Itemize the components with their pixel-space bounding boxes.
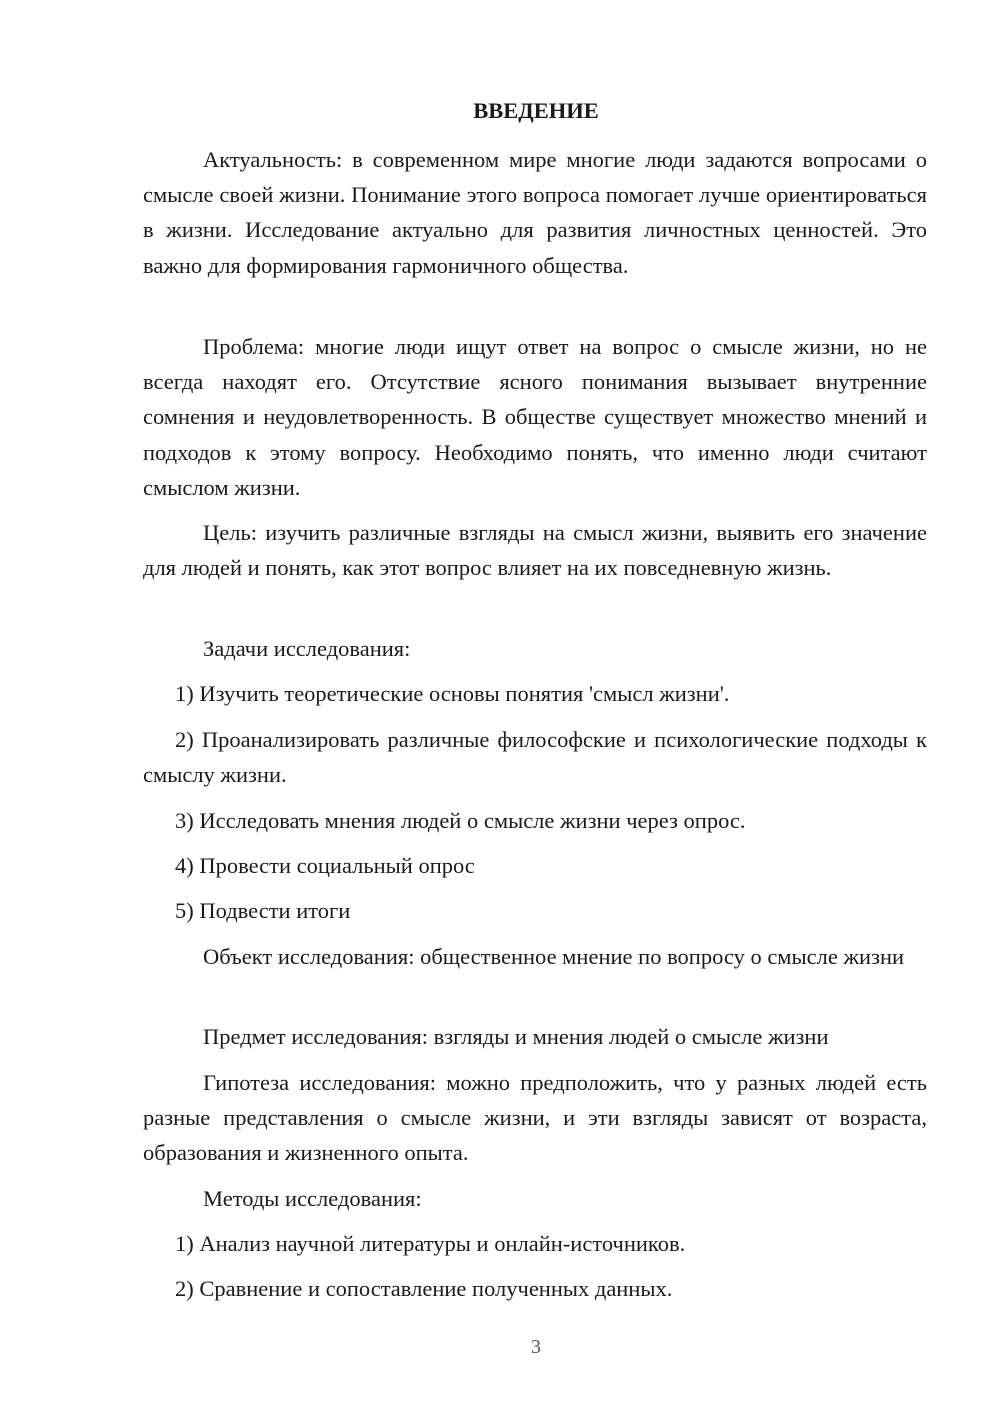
method-item-2: 2) Сравнение и сопоставление полученных данных. [175,1276,673,1301]
task-item-1: 1) Изучить теоретические основы понятия 'смысл жизни'. [175,681,730,706]
tasks-heading: Задачи исследования: [203,636,411,661]
methods-heading: Методы исследования: [203,1186,422,1211]
task-item-3: 3) Исследовать мнения людей о смысле жизни через опрос. [175,808,746,833]
goal-paragraph: Цель: изучить различные взгляды на смысл жизни, выявить его значение для людей и понять, как этот вопрос влияет на их повседневную жизнь. [143,520,927,581]
task-item-2: 2) Проанализировать различные философские и психологические подходы к смыслу жизни. [143,727,927,788]
subject-paragraph: Предмет исследования: взгляды и мнения людей о смысле жизни [203,1024,829,1049]
task-item-5: 5) Подвести итоги [175,898,351,923]
relevance-paragraph: Актуальность: в современном мире многие люди задаются вопросами о смысле своей жизни. Понимание этого вопроса помогает лучше ориентироваться в жизни. Исследование актуально для развития личностных ценностей. Это важно для формирования гармоничного общества. [143,147,927,278]
problem-paragraph: Проблема: многие люди ищут ответ на вопрос о смысле жизни, но не всегда находят его. Отсутствие ясного понимания вызывает внутренние сомнения и неудовлетворенность. В обществе существует множество мнений и подходов к этому вопросу. Необходимо понять, что именно люди считают смыслом жизни. [143,334,927,500]
object-paragraph: Объект исследования: общественное мнение по вопросу о смысле жизни [203,944,905,969]
page-number: 3 [531,1336,541,1358]
hypothesis-paragraph: Гипотеза исследования: можно предположить, что у разных людей есть разные представления о смысле жизни, и эти взгляды зависят от возраста, образования и жизненного опыта. [143,1070,927,1166]
section-heading: ВВЕДЕНИЕ [473,98,599,123]
method-item-1: 1) Анализ научной литературы и онлайн-источников. [175,1231,686,1256]
task-item-4: 4) Провести социальный опрос [175,853,475,878]
